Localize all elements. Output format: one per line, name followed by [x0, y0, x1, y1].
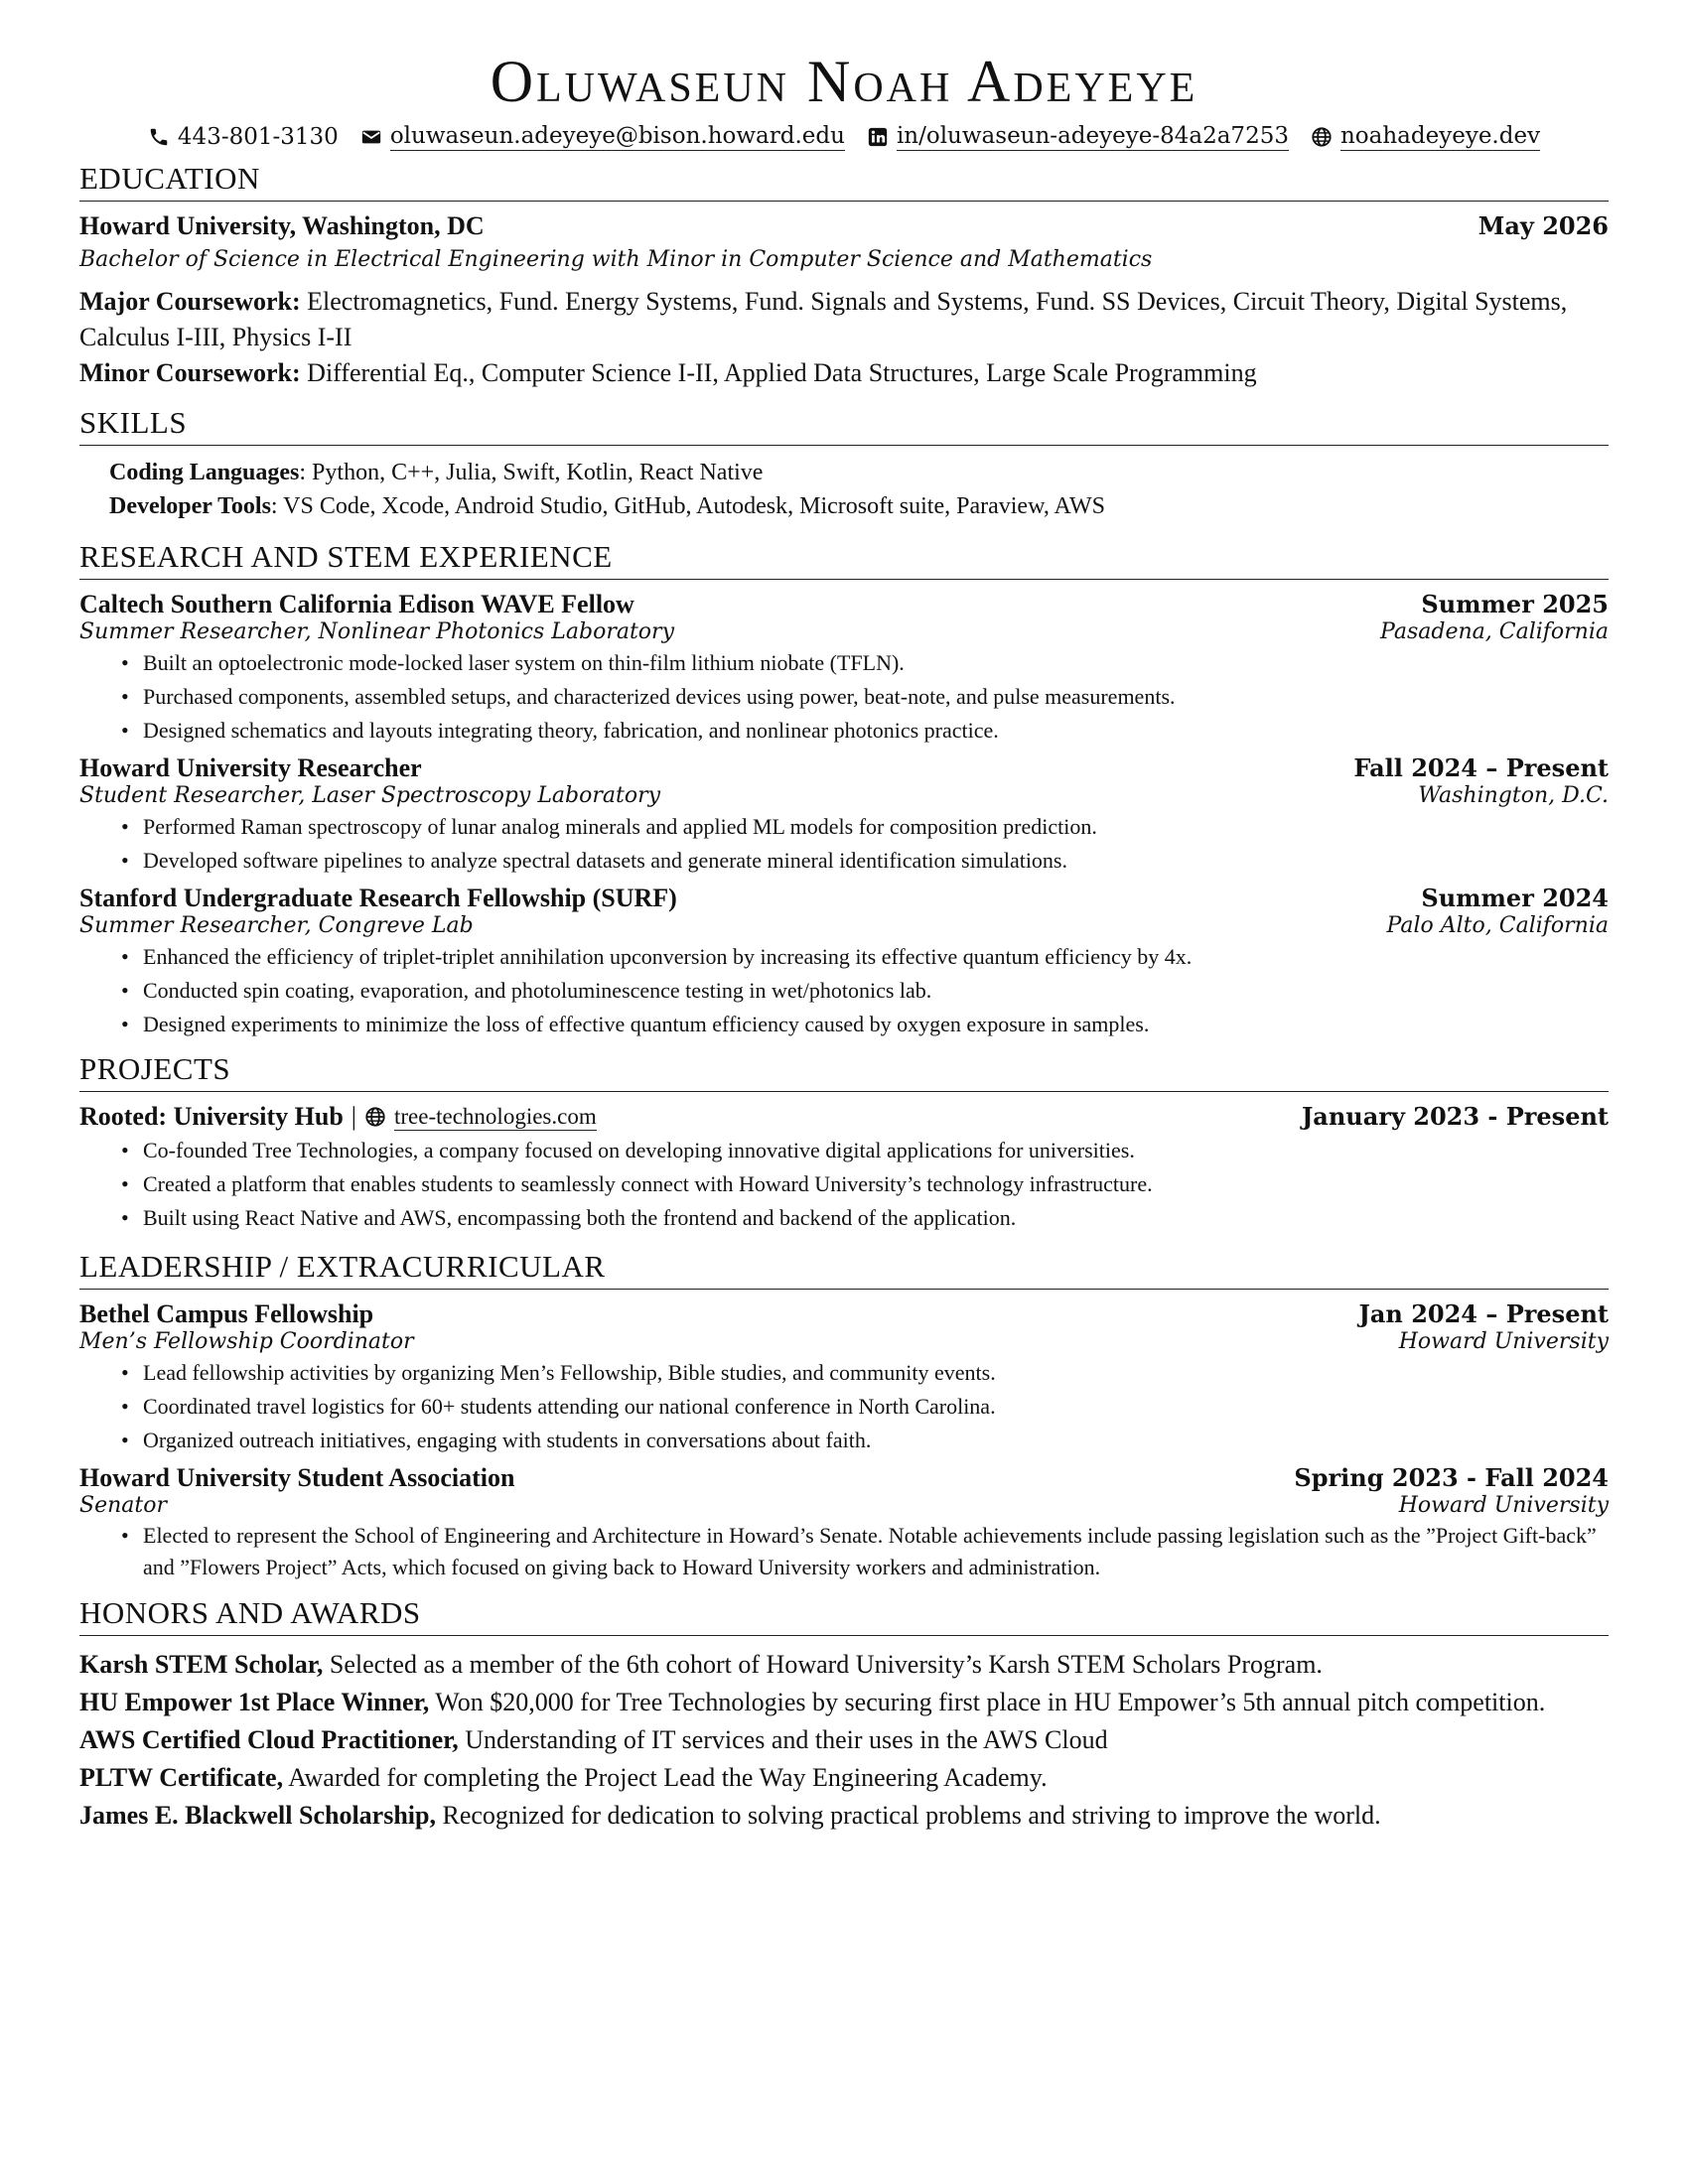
bullet-item: • Purchased components, assembled setups, and characterized devices using power, beat-note, and pulse measurements. — [143, 680, 1609, 714]
globe-icon — [1311, 126, 1333, 148]
entry-role: Summer Researcher, Nonlinear Photonics Laboratory — [79, 619, 674, 644]
linkedin-link[interactable]: in/oluwaseun-adeyeye-84a2a7253 — [896, 123, 1289, 149]
website-link[interactable]: noahadeyeye.dev — [1339, 123, 1541, 149]
project-separator: | — [351, 1102, 356, 1131]
globe-icon — [364, 1106, 386, 1128]
honor-item — [79, 1797, 1609, 1835]
major-coursework-text: Electromagnetics, Fund. Energy Systems, Fund. Signals and Systems, Fund. SS Devices, Circuit Theory, Digital Systems, Calculus I-III, Physics I-II — [79, 287, 1568, 351]
coding-languages-list: : Python, C++, Julia, Swift, Kotlin, React Native — [299, 460, 764, 485]
leadership-section — [79, 1249, 1609, 1583]
projects-section — [79, 1051, 1609, 1235]
project-bullets — [79, 1134, 1609, 1235]
honor-item — [79, 1684, 1609, 1721]
entry-org: Howard University Student Association — [79, 1463, 515, 1492]
honor-name: PLTW Certificate, — [79, 1763, 284, 1792]
honor-name: Karsh STEM Scholar, — [79, 1650, 324, 1679]
envelope-icon — [360, 126, 382, 148]
entry-bullets — [79, 1520, 1609, 1583]
honors-section — [79, 1595, 1609, 1835]
minor-coursework-label: Minor Coursework: — [79, 358, 301, 387]
bullet-item: • Coordinated travel logistics for 60+ students attending our national conference in North Carolina. — [143, 1390, 1609, 1424]
leadership-entry — [79, 1463, 1609, 1583]
entry-location: Washington, D.C. — [1418, 783, 1609, 808]
research-entry — [79, 753, 1609, 878]
honors-heading: HONORS AND AWARDS — [79, 1595, 1609, 1636]
graduation-date: May 2026 — [1477, 211, 1609, 240]
email-contact[interactable] — [360, 123, 845, 151]
entry-bullets — [79, 810, 1609, 878]
minor-coursework-text: Differential Eq., Computer Science I-II, Applied Data Structures, Large Scale Programming — [307, 358, 1257, 387]
entry-date: Jan 2024 – Present — [1358, 1299, 1609, 1328]
coding-languages — [79, 456, 1609, 489]
bullet-item: • Enhanced the efficiency of triplet-triplet annihilation upconversion by increasing its effective quantum efficiency by 4x. — [143, 940, 1609, 974]
skills-heading: SKILLS — [79, 405, 1609, 446]
developer-tools-list: : VS Code, Xcode, Android Studio, GitHub, Autodesk, Microsoft suite, Paraview, AWS — [270, 493, 1105, 519]
website-contact[interactable] — [1311, 123, 1540, 151]
research-section — [79, 539, 1609, 1041]
honor-text: Selected as a member of the 6th cohort of Howard University’s Karsh STEM Scholars Program. — [323, 1650, 1323, 1679]
candidate-name: Oluwaseun Noah Adeyeye — [490, 49, 1198, 114]
entry-role: Men’s Fellowship Coordinator — [79, 1329, 414, 1354]
major-coursework — [79, 284, 1609, 355]
project-name: Rooted: University Hub — [79, 1102, 344, 1131]
entry-bullets — [79, 1356, 1609, 1457]
honor-name: AWS Certified Cloud Practitioner, — [79, 1725, 459, 1754]
email-link[interactable]: oluwaseun.adeyeye@bison.howard.edu — [389, 123, 845, 149]
honor-text: Understanding of IT services and their uses in the AWS Cloud — [458, 1725, 1108, 1754]
bullet-item: • Organized outreach initiatives, engaging with students in conversations about faith. — [143, 1424, 1609, 1457]
skills-section — [79, 405, 1609, 523]
contact-bar — [79, 123, 1609, 151]
entry-role: Student Researcher, Laser Spectroscopy Laboratory — [79, 783, 661, 808]
degree: Bachelor of Science in Electrical Engineering with Minor in Computer Science and Mathematics — [79, 247, 1153, 272]
honor-name: HU Empower 1st Place Winner, — [79, 1688, 430, 1716]
bullet-item: • Developed software pipelines to analyze spectral datasets and generate mineral identification simulations. — [143, 844, 1609, 878]
linkedin-contact[interactable] — [867, 123, 1289, 151]
linkedin-icon — [867, 126, 889, 148]
bullet-item: • Elected to represent the School of Engineering and Architecture in Howard’s Senate. Notable achievements include passing legislation such as the ”Project Gift-back” and ”Flowers Project” Acts, which focused on giving back to Howard University workers and administration. — [143, 1520, 1609, 1583]
bullet-item: • Co-founded Tree Technologies, a company focused on developing innovative digital applications for universities. — [143, 1134, 1609, 1167]
major-coursework-label: Major Coursework: — [79, 287, 301, 316]
entry-role: Summer Researcher, Congreve Lab — [79, 913, 474, 938]
leadership-entry — [79, 1299, 1609, 1457]
entry-org: Bethel Campus Fellowship — [79, 1299, 374, 1328]
developer-tools — [79, 489, 1609, 523]
education-heading: EDUCATION — [79, 161, 1609, 202]
bullet-item: • Created a platform that enables students to seamlessly connect with Howard University’s technology infrastructure. — [143, 1167, 1609, 1201]
honor-text: Recognized for dedication to solving practical problems and striving to improve the world. — [435, 1801, 1381, 1830]
project-title — [79, 1102, 597, 1132]
entry-bullets — [79, 940, 1609, 1041]
research-entry — [79, 884, 1609, 1041]
entry-date: Summer 2024 — [1421, 884, 1609, 912]
honor-text: Won $20,000 for Tree Technologies by securing first place in HU Empower’s 5th annual pitch competition. — [429, 1688, 1546, 1716]
honor-item — [79, 1646, 1609, 1684]
honor-item — [79, 1759, 1609, 1797]
honor-item — [79, 1721, 1609, 1759]
phone-icon — [148, 126, 170, 148]
entry-bullets — [79, 646, 1609, 748]
projects-heading: PROJECTS — [79, 1051, 1609, 1092]
bullet-item: • Conducted spin coating, evaporation, and photoluminescence testing in wet/photonics lab. — [143, 974, 1609, 1008]
bullet-item: • Lead fellowship activities by organizing Men’s Fellowship, Bible studies, and community events. — [143, 1356, 1609, 1390]
entry-org: Howard University Researcher — [79, 753, 422, 782]
honor-text: Awarded for completing the Project Lead the Way Engineering Academy. — [283, 1763, 1048, 1792]
developer-tools-label: Developer Tools — [109, 493, 271, 519]
project-date: January 2023 - Present — [1301, 1102, 1609, 1131]
entry-location: Howard University — [1398, 1329, 1609, 1354]
entry-location: Howard University — [1398, 1493, 1609, 1518]
entry-location: Pasadena, California — [1380, 619, 1609, 644]
honor-name: James E. Blackwell Scholarship, — [79, 1801, 436, 1830]
research-heading: RESEARCH AND STEM EXPERIENCE — [79, 539, 1609, 580]
coding-languages-label: Coding Languages — [109, 460, 300, 485]
entry-org: Caltech Southern California Edison WAVE Fellow — [79, 590, 634, 618]
bullet-item: • Built using React Native and AWS, encompassing both the frontend and backend of the application. — [143, 1201, 1609, 1235]
entry-location: Palo Alto, California — [1386, 913, 1609, 938]
bullet-item: • Built an optoelectronic mode-locked laser system on thin-film lithium niobate (TFLN). — [143, 646, 1609, 680]
project-link[interactable]: tree-technologies.com — [394, 1103, 597, 1129]
research-entry — [79, 590, 1609, 748]
entry-date: Spring 2023 - Fall 2024 — [1294, 1463, 1609, 1492]
minor-coursework — [79, 355, 1609, 391]
phone-contact[interactable] — [148, 123, 339, 151]
school-name: Howard University, Washington, DC — [79, 211, 485, 240]
resume-page — [79, 40, 1609, 1844]
bullet-item: • Designed schematics and layouts integrating theory, fabrication, and nonlinear photonics practice. — [143, 714, 1609, 748]
education-section — [79, 161, 1609, 391]
leadership-heading: LEADERSHIP / EXTRACURRICULAR — [79, 1249, 1609, 1290]
entry-date: Summer 2025 — [1421, 590, 1609, 618]
entry-date: Fall 2024 – Present — [1353, 753, 1609, 782]
entry-role: Senator — [79, 1493, 167, 1518]
phone-number: 443-801-3130 — [177, 124, 339, 150]
bullet-item: • Performed Raman spectroscopy of lunar analog minerals and applied ML models for composition prediction. — [143, 810, 1609, 844]
entry-org: Stanford Undergraduate Research Fellowship (SURF) — [79, 884, 677, 912]
bullet-item: • Designed experiments to minimize the loss of effective quantum efficiency caused by oxygen exposure in samples. — [143, 1008, 1609, 1041]
